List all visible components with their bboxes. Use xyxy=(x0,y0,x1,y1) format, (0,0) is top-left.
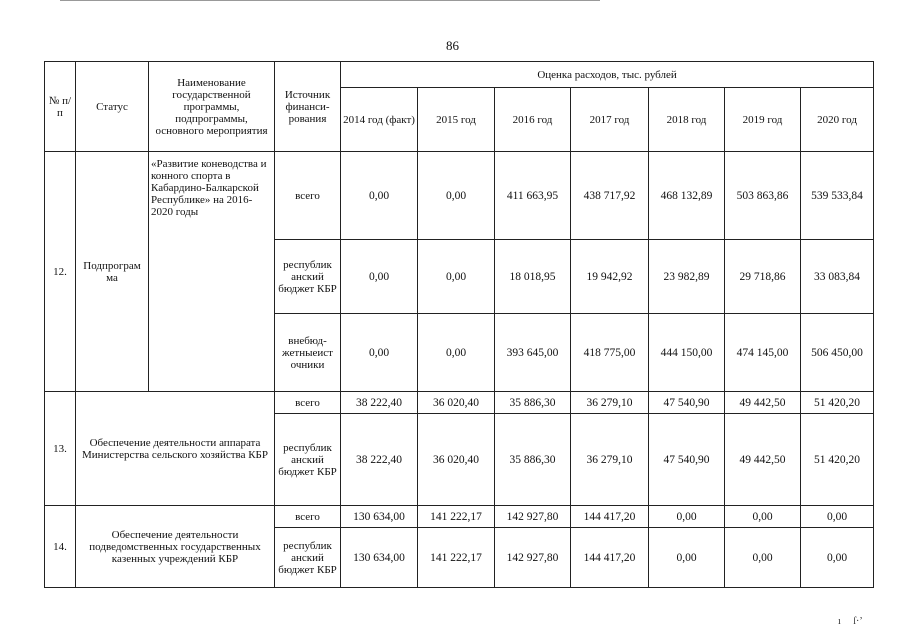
value-cell: 36 279,10 xyxy=(571,414,649,506)
row-number: 13. xyxy=(45,392,76,506)
value-cell: 144 417,20 xyxy=(571,506,649,528)
header-year: 2018 год xyxy=(649,88,725,152)
funding-source: республик анский бюджет КБР xyxy=(275,240,341,314)
value-cell: 0,00 xyxy=(418,240,495,314)
value-cell: 33 083,84 xyxy=(801,240,874,314)
value-cell: 144 417,20 xyxy=(571,528,649,588)
value-cell: 444 150,00 xyxy=(649,314,725,392)
value-cell: 0,00 xyxy=(725,506,801,528)
value-cell: 130 634,00 xyxy=(341,528,418,588)
value-cell: 47 540,90 xyxy=(649,414,725,506)
value-cell: 35 886,30 xyxy=(495,414,571,506)
value-cell: 18 018,95 xyxy=(495,240,571,314)
header-source: Источник финанси-рования xyxy=(275,62,341,152)
value-cell: 0,00 xyxy=(418,152,495,240)
value-cell: 0,00 xyxy=(341,152,418,240)
header-group-title: Оценка расходов, тыс. рублей xyxy=(341,62,874,88)
value-cell: 36 020,40 xyxy=(418,414,495,506)
value-cell: 539 533,84 xyxy=(801,152,874,240)
header-num: № п/п xyxy=(45,62,76,152)
value-cell: 0,00 xyxy=(418,314,495,392)
value-cell: 49 442,50 xyxy=(725,414,801,506)
value-cell: 35 886,30 xyxy=(495,392,571,414)
value-cell: 36 020,40 xyxy=(418,392,495,414)
value-cell: 0,00 xyxy=(341,240,418,314)
value-cell: 23 982,89 xyxy=(649,240,725,314)
funding-source: внебюд-жетныеист очники xyxy=(275,314,341,392)
header-year: 2016 год xyxy=(495,88,571,152)
value-cell: 503 863,86 xyxy=(725,152,801,240)
value-cell: 0,00 xyxy=(341,314,418,392)
row-name: «Развитие коневодства и конного спорта в Кабардино-Балкарской Республике» на 2016-2020 годы xyxy=(149,152,275,392)
value-cell: 38 222,40 xyxy=(341,414,418,506)
table-row xyxy=(45,392,874,414)
funding-source: всего xyxy=(275,392,341,414)
header-year: 2017 год xyxy=(571,88,649,152)
scan-marks: ı ſ·ʼ xyxy=(838,616,863,627)
value-cell: 0,00 xyxy=(801,528,874,588)
value-cell: 141 222,17 xyxy=(418,528,495,588)
value-cell: 438 717,92 xyxy=(571,152,649,240)
funding-source: всего xyxy=(275,506,341,528)
value-cell: 468 132,89 xyxy=(649,152,725,240)
row-number: 14. xyxy=(45,506,76,588)
value-cell: 418 775,00 xyxy=(571,314,649,392)
value-cell: 141 222,17 xyxy=(418,506,495,528)
row-status: Подпрограм ма xyxy=(76,152,149,392)
row-name: Обеспечение деятельности подведомственных государственных казенных учреждений КБР xyxy=(76,506,275,588)
value-cell: 51 420,20 xyxy=(801,414,874,506)
header-year: 2014 год (факт) xyxy=(341,88,418,152)
value-cell: 474 145,00 xyxy=(725,314,801,392)
table-row xyxy=(45,506,874,528)
value-cell: 49 442,50 xyxy=(725,392,801,414)
value-cell: 0,00 xyxy=(649,506,725,528)
header-year: 2019 год xyxy=(725,88,801,152)
row-number: 12. xyxy=(45,152,76,392)
funding-source: всего xyxy=(275,152,341,240)
page-number: 86 xyxy=(446,38,459,53)
funding-source: республик анский бюджет КБР xyxy=(275,414,341,506)
value-cell: 0,00 xyxy=(801,506,874,528)
value-cell: 506 450,00 xyxy=(801,314,874,392)
value-cell: 19 942,92 xyxy=(571,240,649,314)
value-cell: 29 718,86 xyxy=(725,240,801,314)
header-name: Наименование государственной программы, подпрограммы, основного мероприятия xyxy=(149,62,275,152)
value-cell: 47 540,90 xyxy=(649,392,725,414)
value-cell: 142 927,80 xyxy=(495,528,571,588)
value-cell: 36 279,10 xyxy=(571,392,649,414)
funding-source: республик анский бюджет КБР xyxy=(275,528,341,588)
value-cell: 130 634,00 xyxy=(341,506,418,528)
table-row xyxy=(45,152,874,240)
header-year: 2015 год xyxy=(418,88,495,152)
header-status: Статус xyxy=(76,62,149,152)
value-cell: 142 927,80 xyxy=(495,506,571,528)
value-cell: 0,00 xyxy=(725,528,801,588)
row-name: Обеспечение деятельности аппарата Министерства сельского хозяйства КБР xyxy=(76,392,275,506)
value-cell: 51 420,20 xyxy=(801,392,874,414)
expenses-table xyxy=(44,61,874,588)
value-cell: 0,00 xyxy=(649,528,725,588)
value-cell: 393 645,00 xyxy=(495,314,571,392)
header-year: 2020 год xyxy=(801,88,874,152)
value-cell: 411 663,95 xyxy=(495,152,571,240)
top-rule xyxy=(60,0,600,1)
value-cell: 38 222,40 xyxy=(341,392,418,414)
